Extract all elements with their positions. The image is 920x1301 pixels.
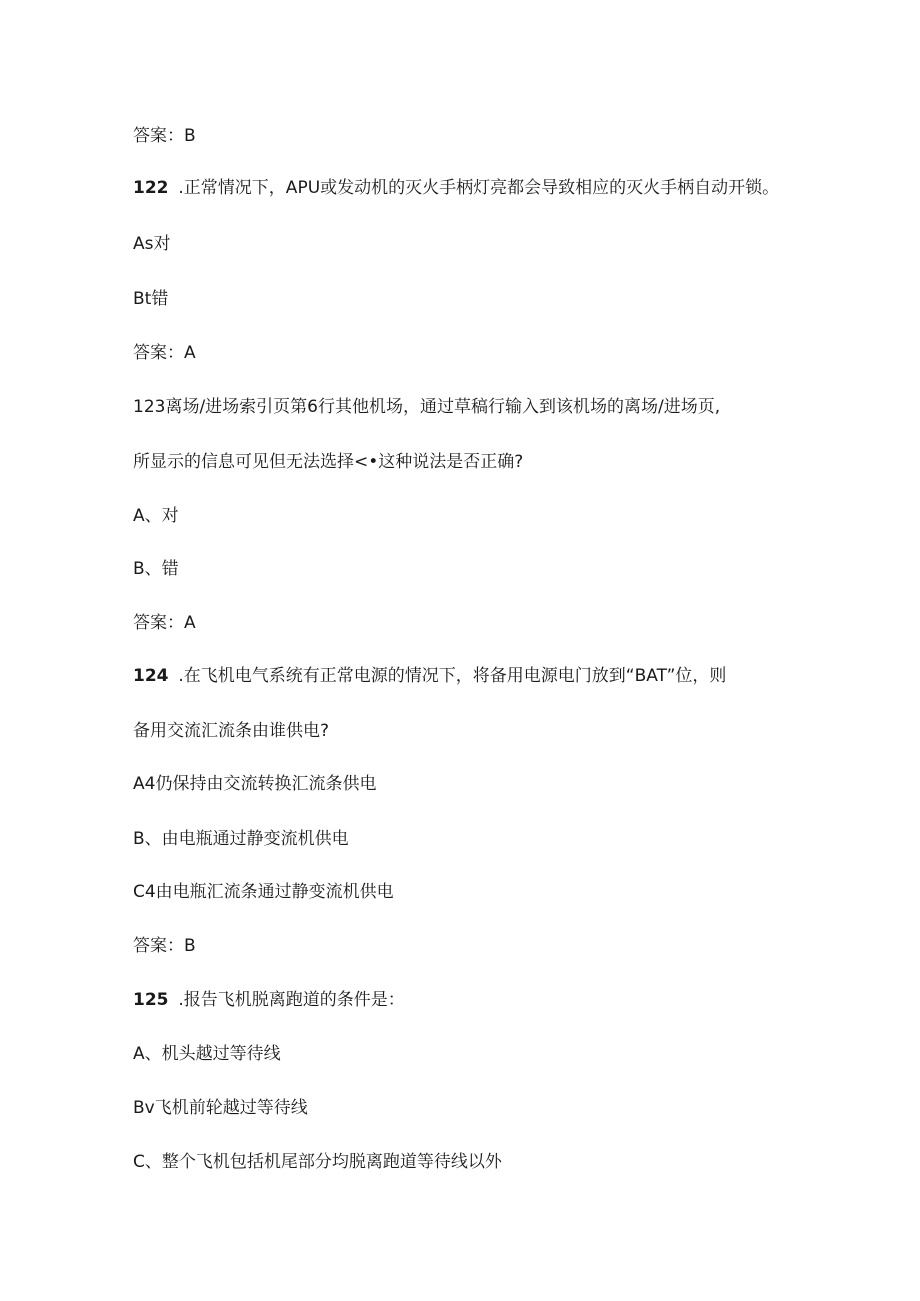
- question-text: .在飞机电气系统有正常电源的情况下，将备用电源电门放到“BAT”位，则: [178, 666, 727, 686]
- option-122-a: As对: [133, 234, 171, 254]
- question-number: 124: [133, 666, 169, 686]
- option-125-b: Bv飞机前轮越过等待线: [133, 1098, 308, 1118]
- answer-122: 答案：A: [133, 343, 196, 363]
- option-123-a: A、对: [133, 506, 179, 526]
- option-125-a: A、机头越过等待线: [133, 1044, 281, 1064]
- question-122: [133, 177, 779, 199]
- question-125: [133, 989, 405, 1011]
- question-number: 122: [133, 178, 169, 198]
- question-124-continued: 备用交流汇流条由谁供电?: [133, 721, 330, 741]
- option-124-c: C4由电瓶汇流条通过静变流机供电: [133, 882, 394, 902]
- answer-124: 答案：B: [133, 936, 196, 956]
- option-124-a: A4仍保持由交流转换汇流条供电: [133, 774, 377, 794]
- question-124: [133, 665, 726, 687]
- question-123-continued: 所显示的信息可见但无法选择<•这种说法是否正确?: [133, 452, 524, 472]
- answer-123: 答案：A: [133, 613, 196, 633]
- option-123-b: B、错: [133, 559, 179, 579]
- option-122-b: Bt错: [133, 289, 169, 309]
- answer-121: 答案：B: [133, 126, 196, 146]
- option-125-c: C、整个飞机包括机尾部分均脱离跑道等待线以外: [133, 1152, 502, 1172]
- option-124-b: B、由电瓶通过静变流机供电: [133, 829, 349, 849]
- question-number: 125: [133, 990, 169, 1010]
- question-text: .报告飞机脱离跑道的条件是：: [178, 990, 405, 1010]
- question-123: 123离场/进场索引页第6行其他机场，通过草稿行输入到该机场的离场/进场页,: [133, 397, 721, 417]
- question-text: .正常情况下，APU或发动机的灭火手柄灯亮都会导致相应的灭火手柄自动开锁。: [178, 178, 780, 198]
